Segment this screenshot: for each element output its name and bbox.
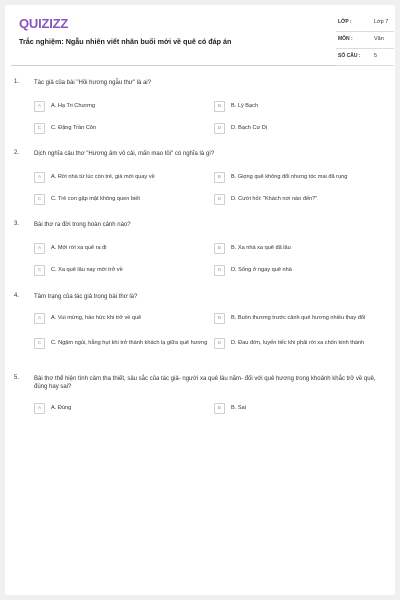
option-text: C. Xa quê lâu nay mới trở về [51, 266, 123, 273]
option-letter-box: B [214, 313, 225, 324]
meta-value: Lớp 7 [374, 19, 389, 25]
option-text: D. Sống ở ngay quê nhà [231, 266, 292, 273]
option-text: A. Vui mừng, háo hức khi trở về quê [51, 314, 142, 321]
question-1 [5, 79, 395, 150]
option-letter-box: A [34, 403, 45, 414]
option-letter-box: B [214, 172, 225, 183]
option-letter-box: A [34, 313, 45, 324]
option-letter-box: D [214, 265, 225, 276]
question-text: Tác giả của bài "Hồi hương ngẫu thư" là ai? [34, 80, 151, 86]
answer-option-c[interactable] [34, 260, 214, 280]
answer-option-c[interactable] [34, 189, 214, 209]
answer-option-d[interactable] [214, 118, 384, 138]
answer-option-b[interactable] [214, 167, 384, 187]
question-number: 5. [14, 375, 20, 381]
question-2 [5, 150, 395, 221]
meta-label: SỐ CÂU : [338, 53, 361, 59]
answer-option-b[interactable] [214, 398, 384, 418]
option-text: A. Hạ Tri Chương [51, 102, 96, 109]
option-letter-box: B [214, 101, 225, 112]
answer-option-a[interactable] [34, 96, 214, 116]
worksheet-title: Trắc nghiệm: Ngẫu nhiên viết nhân buổi mới về quê có đáp án [19, 37, 232, 46]
option-letter-box: A [34, 101, 45, 112]
answer-option-c[interactable] [34, 333, 214, 353]
option-text: A. Rời nhà từ lúc còn trẻ, già mới quay về [51, 173, 155, 180]
answer-option-a[interactable] [34, 308, 214, 328]
option-letter-box: D [214, 123, 225, 134]
option-letter-box: C [34, 123, 45, 134]
meta-row-class [336, 17, 394, 32]
question-text: Dịch nghĩa câu thơ "Hương âm vô cải, mấn mao tồi" có nghĩa là gì? [34, 151, 215, 157]
option-text: B. Buồn thương trước cảnh quê hương nhiều thay đổi [231, 314, 366, 321]
quizizz-logo: QUIZIZZ [19, 16, 69, 31]
meta-row-count [336, 51, 394, 66]
option-text: B. Giọng quê không đổi nhưng tóc mai đã rụng [231, 173, 348, 180]
meta-value: 5 [374, 53, 378, 59]
answer-option-c[interactable] [34, 118, 214, 138]
meta-label: MÔN : [338, 36, 353, 42]
answer-option-b[interactable] [214, 238, 384, 258]
option-text: C. Đặng Trần Côn [51, 124, 97, 131]
question-text: Tâm trạng của tác giả trong bài thơ là? [34, 294, 138, 300]
question-5 [5, 375, 395, 435]
question-number: 4. [14, 293, 20, 299]
answer-option-b[interactable] [214, 308, 384, 328]
option-letter-box: D [214, 338, 225, 349]
option-letter-box: C [34, 194, 45, 205]
option-letter-box: B [214, 243, 225, 254]
answer-option-b[interactable] [214, 96, 384, 116]
answer-option-d[interactable] [214, 333, 384, 353]
option-text: C. Trẻ con gặp mặt không quen biết [51, 195, 140, 202]
question-number: 3. [14, 221, 20, 227]
option-text: B. Sai [231, 404, 246, 411]
answer-option-a[interactable] [34, 398, 214, 418]
question-4 [5, 293, 395, 375]
question-number: 1. [14, 79, 20, 85]
question-text: Bài thơ thể hiện tình cảm tha thiết, sâu sắc của tác giả- người xa quê lâu năm- đối với quê hương trong khoảnh khắc trở về quê, đúng hay sai? [34, 376, 376, 390]
question-number: 2. [14, 150, 20, 156]
worksheet-header [11, 5, 389, 66]
option-text: D. Cười hỏi: "Khách nơi nào đến?" [231, 195, 318, 202]
option-text: B. Lý Bạch [231, 102, 259, 109]
option-letter-box: D [214, 194, 225, 205]
answer-option-d[interactable] [214, 260, 384, 280]
question-3 [5, 221, 395, 293]
answer-option-d[interactable] [214, 189, 384, 209]
option-letter-box: C [34, 265, 45, 276]
option-letter-box: B [214, 403, 225, 414]
meta-label: LỚP : [338, 19, 352, 25]
answer-option-a[interactable] [34, 167, 214, 187]
option-text: A. Mới rời xa quê ra đi [51, 244, 107, 251]
meta-row-subject [336, 34, 394, 49]
option-letter-box: C [34, 338, 45, 349]
option-text: B. Xa nhà xa quê đã lâu [231, 244, 291, 251]
meta-value: Văn [374, 36, 384, 42]
worksheet-page [5, 5, 395, 595]
option-text: D. Bạch Cư Dị [231, 124, 268, 131]
worksheet-meta [336, 17, 394, 68]
option-text: C. Ngậm ngùi, hẫng hụt khi trở thành khách lạ giữa quê hương [51, 339, 208, 346]
answer-option-a[interactable] [34, 238, 214, 258]
option-text: A. Đúng [51, 404, 72, 411]
option-letter-box: A [34, 172, 45, 183]
option-text: D. Đau đớn, luyến tiếc khi phải rời xa chốn kinh thành [231, 339, 365, 346]
option-letter-box: A [34, 243, 45, 254]
question-list [5, 79, 395, 435]
question-text: Bài thơ ra đời trong hoàn cảnh nào? [34, 222, 131, 228]
